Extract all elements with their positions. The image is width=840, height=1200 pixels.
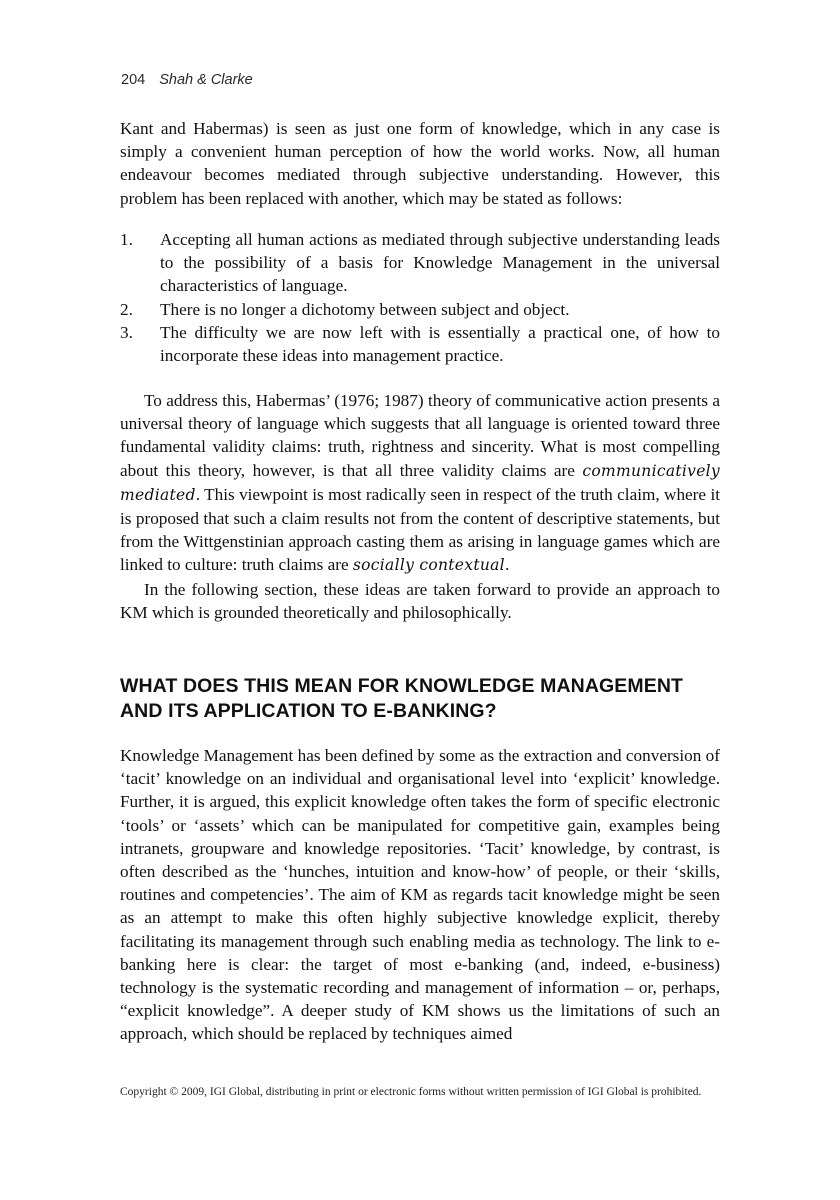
emphasis-socially-contextual: socially contextual [352, 556, 505, 575]
list-item-number: 2. [120, 299, 133, 319]
list-item [120, 321, 720, 367]
paragraph-habermas-text [120, 389, 720, 578]
running-head [121, 72, 253, 88]
paragraph-habermas [120, 389, 720, 624]
running-head-authors: Shah & Clarke [159, 72, 253, 88]
text-span: To address this, Habermas’ (1976; 1987) theory of communicative action presents a universal theory of language which suggests that all language is oriented toward three fundamental validity claims: truth, rightness and sincerity. What is most compelling about this theory, however, is that all three validity claims are [120, 391, 720, 480]
text-span: . [504, 555, 510, 575]
emphasis-communicatively-mediated: communicatively mediated [120, 461, 720, 504]
paragraph-intro-text: Kant and Habermas) is seen as just one form of knowledge, which in any case is simply a convenient human perception of how the world works. Now, all human endeavour becomes mediated through subjective understanding. However, this problem has been replaced with another, which may be stated as follows: [120, 119, 720, 208]
list-item [120, 228, 720, 298]
paragraph-km-text: Knowledge Management has been defined by some as the extraction and conversion of ‘tacit’ knowledge on an individual and organisational level into ‘explicit’ knowledge. Further, it is argued, this explicit knowledge often takes the form of specific electronic ‘tools’ or ‘assets’ which can be manipulated for competitive gain, examples being intranets, groupware and knowledge repositories. ‘Tacit’ knowledge, by contrast, is often described as the ‘hunches, intuition and know-how’ of people, or their ‘skills, routines and competencies’. The aim of KM as regards tacit knowledge might be seen as an attempt to make this often highly subjective knowledge explicit, thereby facilitating its management through such enabling media as technology. The link to e-banking here is clear: the target of most e-banking (and, indeed, e-business) technology is the systematic recording and management of information – or, perhaps, “explicit knowledge”. A deeper study of KM shows us the limitations of such an approach, which should be replaced by techniques aimed [120, 746, 720, 1044]
paragraph-km [120, 744, 720, 1046]
section-heading-line1: WHAT DOES THIS MEAN FOR KNOWLEDGE MANAGEMENT [120, 675, 684, 697]
list-item [120, 298, 720, 321]
page-number: 204 [121, 72, 146, 88]
numbered-list [120, 228, 720, 367]
list-item-text: Accepting all human actions as mediated through subjective understanding leads to the possibility of a basis for Knowledge Management in the universal characteristics of language. [160, 230, 720, 296]
paragraph-intro [120, 117, 720, 210]
paragraph-following: In the following section, these ideas are taken forward to provide an approach to KM which is grounded theoretically and philosophically. [120, 579, 720, 622]
list-item-text: The difficulty we are now left with is essentially a practical one, of how to incorporate these ideas into management practice. [160, 322, 720, 366]
list-item-text: There is no longer a dichotomy between subject and object. [160, 299, 570, 319]
copyright-footer [120, 1085, 720, 1100]
list-item-number: 3. [120, 322, 133, 342]
section-heading-line2: AND ITS APPLICATION TO E-BANKING? [120, 700, 497, 722]
section-heading [120, 674, 720, 724]
copyright-text: Copyright © 2009, IGI Global, distributing in print or electronic forms without written permission of IGI Global is prohibited. [120, 1086, 702, 1098]
text-span: . This viewpoint is most radically seen in respect of the truth claim, where it is proposed that such a claim results not from the content of descriptive statements, but from the Wittgenstinian approach casting them as arising in language games which are linked to culture: truth claims are [120, 484, 720, 575]
list-item-number: 1. [120, 230, 133, 249]
